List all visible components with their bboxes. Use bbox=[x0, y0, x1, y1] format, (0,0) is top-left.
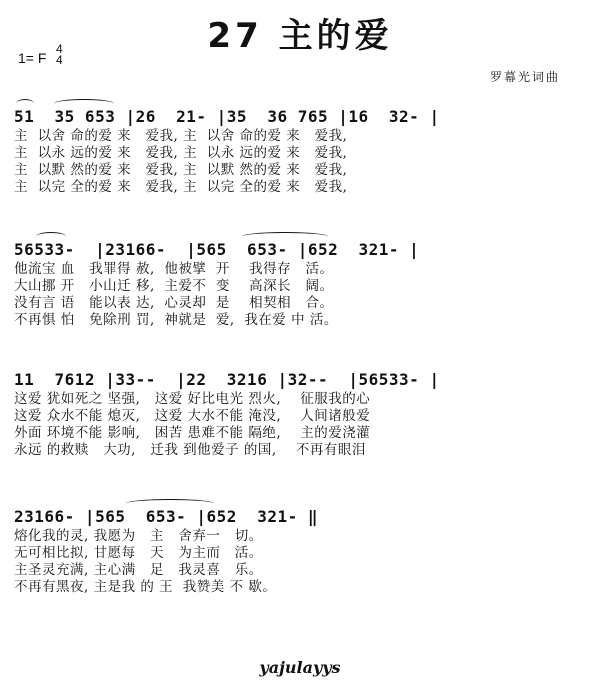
lyric-line: 外面 环境不能 影响, 困苦 患难不能 隔绝, 主的爱浇灌 bbox=[14, 425, 371, 441]
notation-text: 51 35 653 |26 21- |35 36 765 |16 32- | bbox=[14, 106, 440, 126]
lyric-line: 熔化我的灵, 我愿为 主 舍弃一 切。 bbox=[14, 528, 263, 544]
lyric-line: 永远 的救赎 大功, 迁我 到他爱子 的国, 不再有眼泪 bbox=[14, 442, 366, 458]
lyric-line: 没有言 语 能以表 达, 心灵却 是 相契相 合。 bbox=[14, 295, 334, 311]
time-signature-top: 4 bbox=[56, 42, 63, 56]
author-credit: 罗幕光词曲 bbox=[489, 70, 560, 84]
watermark-signature: yajulayys bbox=[259, 658, 341, 677]
slur-mark bbox=[54, 99, 114, 108]
lyric-line: 不再惧 怕 免除刑 罚, 神就是 爱, 我在爱 中 活。 bbox=[14, 312, 338, 328]
score-system-1 bbox=[14, 105, 584, 196]
key-signature: 1= F bbox=[18, 50, 47, 66]
lyric-line: 主 以默 然的爱 来 爱我, 主 以默 然的爱 来 爱我, bbox=[14, 162, 348, 178]
lyric-line: 主 以完 全的爱 来 爱我, 主 以完 全的爱 来 爱我, bbox=[14, 179, 348, 195]
notation-text: 56533- |23166- |565 653- |652 321- | bbox=[14, 239, 420, 259]
time-signature bbox=[56, 44, 63, 66]
lyric-line: 他流宝 血 我罪得 赦, 他被擘 开 我得存 活。 bbox=[14, 261, 334, 277]
notation-line bbox=[14, 238, 584, 261]
lyric-line: 不再有黑夜, 主是我 的 王 我赞美 不 歇。 bbox=[14, 579, 277, 595]
lyric-line: 这爱 众水不能 熄灭, 这爱 大水不能 淹没, 人间诸般爱 bbox=[14, 408, 371, 424]
song-title: 27 主的爱 bbox=[207, 16, 393, 56]
lyric-line: 这爱 犹如死之 坚强, 这爱 好比电光 烈火, 征服我的心 bbox=[14, 391, 371, 407]
notation-line bbox=[14, 505, 584, 528]
time-signature-bottom: 4 bbox=[56, 53, 63, 67]
notation-line bbox=[14, 105, 584, 128]
score-system-3 bbox=[14, 368, 584, 459]
lyric-line: 大山挪 开 小山迁 移, 主爱不 变 高深长 阔。 bbox=[14, 278, 334, 294]
slur-mark bbox=[16, 99, 34, 108]
score-system-2 bbox=[14, 238, 584, 329]
score-system-4 bbox=[14, 505, 584, 596]
lyric-line: 主 以永 远的爱 来 爱我, 主 以永 远的爱 来 爱我, bbox=[14, 145, 348, 161]
lyric-line: 无可相比拟, 甘愿每 天 为主而 活。 bbox=[14, 545, 263, 561]
slur-mark bbox=[242, 232, 328, 241]
lyric-line: 主圣灵充满, 主心满 足 我灵喜 乐。 bbox=[14, 562, 263, 578]
notation-line bbox=[14, 368, 584, 391]
notation-text: 23166- |565 653- |652 321- ‖ bbox=[14, 506, 318, 526]
notation-text: 11 7612 |33-- |22 3216 |32-- |56533- | bbox=[14, 369, 440, 389]
slur-mark bbox=[36, 232, 66, 241]
slur-mark bbox=[126, 499, 214, 508]
lyric-line: 主 以舍 命的爱 来 爱我, 主 以舍 命的爱 来 爱我, bbox=[14, 128, 348, 144]
